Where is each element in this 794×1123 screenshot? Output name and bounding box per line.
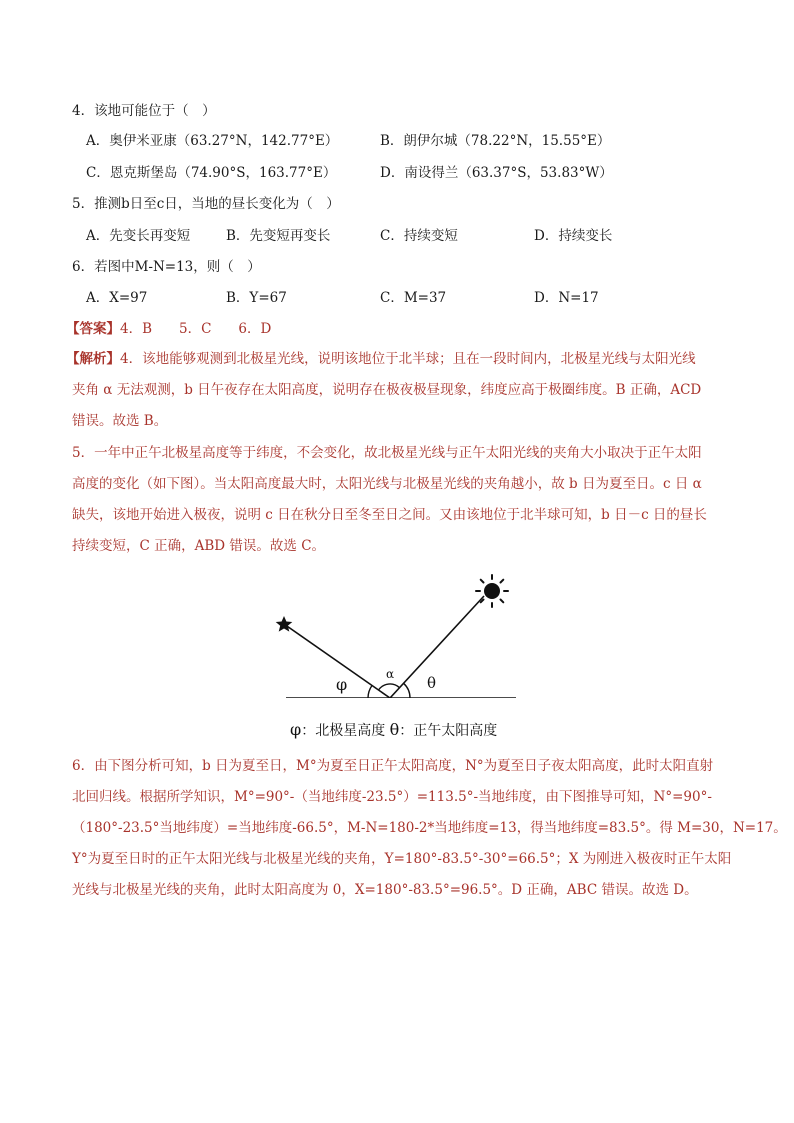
analysis-q6-line-2: 北回归线。根据所学知识，M°=90°-（当地纬度-23.5°）=113.5°-当地纬度，由下图推导可知，N°=90°- (72, 789, 712, 805)
theta-arc (404, 683, 410, 698)
analysis-label: 【解析】 (66, 351, 120, 367)
sun-ray (390, 596, 484, 698)
alpha-arc (379, 684, 400, 690)
q6-option-c: C．M=37 (380, 290, 447, 306)
analysis-q5 (72, 438, 724, 562)
caption-theta: θ (389, 720, 400, 739)
q6-option-a: A．X=97 (86, 290, 148, 306)
alpha-label: α (386, 667, 395, 681)
q4-stem: 4．该地可能位于（ ） (72, 103, 216, 119)
phi-arc (368, 686, 372, 699)
sun-icon (476, 575, 508, 607)
q4-option-d: D．南设得兰（63.37°S，53.83°W） (380, 165, 613, 181)
figure-caption (290, 720, 497, 741)
analysis-q4 (66, 344, 718, 437)
q4-option-a: A．奥伊米亚康（63.27°N，142.77°E） (86, 133, 339, 149)
analysis-q4-line-3: 错误。故选 B。 (72, 413, 168, 429)
answer-label: 【答案】 (66, 321, 120, 337)
analysis-q6 (72, 751, 787, 906)
q6-stem: 6．若图中M-N=13，则（ ） (72, 259, 261, 275)
star-sun-angle-diagram (270, 572, 530, 698)
q4-option-b: B．朗伊尔城（78.22°N，15.55°E） (380, 133, 611, 149)
q5-option-b: B．先变短再变长 (226, 228, 331, 244)
answer-line (66, 320, 271, 338)
analysis-q6-line-1: 6．由下图分析可知，b 日为夏至日，M°为夏至日正午太阳高度，N°为夏至日子夜太阳高度，此时太阳直射 (72, 758, 714, 774)
analysis-q5-line-1: 5．一年中正午北极星高度等于纬度，不会变化，故北极星光线与正午太阳光线的夹角大小取决于正午太阳 (72, 445, 702, 461)
analysis-q6-line-4: Y°为夏至日时的正午太阳光线与北极星光线的夹角，Y=180°-83.5°-30°=66.5°；X 为刚进入极夜时正午太阳 (72, 851, 732, 867)
theta-label: θ (427, 674, 437, 692)
analysis-q5-line-4: 持续变短，C 正确，ABD 错误。故选 C。 (72, 538, 326, 554)
q5-option-c: C．持续变短 (380, 228, 458, 244)
analysis-q6-line-5: 光线与北极星光线的夹角，此时太阳高度为 0，X=180°-83.5°=96.5°。D 正确，ABC 错误。故选 D。 (72, 882, 698, 898)
q6-option-b: B．Y=67 (226, 290, 287, 306)
analysis-q5-line-3: 缺失，该地开始进入极夜，说明 c 日在秋分日至冬至日之间。又由该地位于北半球可知，b 日－c 日的昼长 (72, 507, 707, 523)
analysis-q4-line-2: 夹角 α 无法观测，b 日午夜存在太阳高度，说明存在极夜极昼现象，纬度应高于极圈纬度。B 正确，ACD (72, 382, 702, 398)
q5-stem: 5．推测b日至c日，当地的昼长变化为（ ） (72, 196, 340, 212)
caption-phi: φ (290, 720, 302, 739)
star-icon (276, 616, 293, 632)
q5-option-d: D．持续变长 (534, 228, 613, 244)
caption-phi-text: ：北极星高度 (301, 723, 390, 739)
phi-label: φ (336, 675, 348, 694)
q6-option-d: D．N=17 (534, 290, 599, 306)
analysis-q5-line-2: 高度的变化（如下图）。当太阳高度最大时，太阳光线与北极星光线的夹角越小，故 b 日为夏至日。c 日 α (72, 476, 702, 492)
analysis-q6-line-3: （180°-23.5°当地纬度）=当地纬度-66.5°，M-N=180-2*当地纬度=13，得当地纬度=83.5°。得 M=30，N=17。 (72, 820, 787, 836)
q4-option-c: C．恩克斯堡岛（74.90°S，163.77°E） (86, 165, 337, 181)
analysis-q4-line-1: 【解析】4．该地能够观测到北极星光线，说明该地位于北半球；且在一段时间内，北极星光线与太阳光线 (66, 351, 696, 367)
caption-theta-text: ：正午太阳高度 (399, 723, 498, 739)
answer-text: 4．B 5．C 6．D (120, 321, 272, 337)
q5-option-a: A．先变长再变短 (86, 228, 191, 244)
